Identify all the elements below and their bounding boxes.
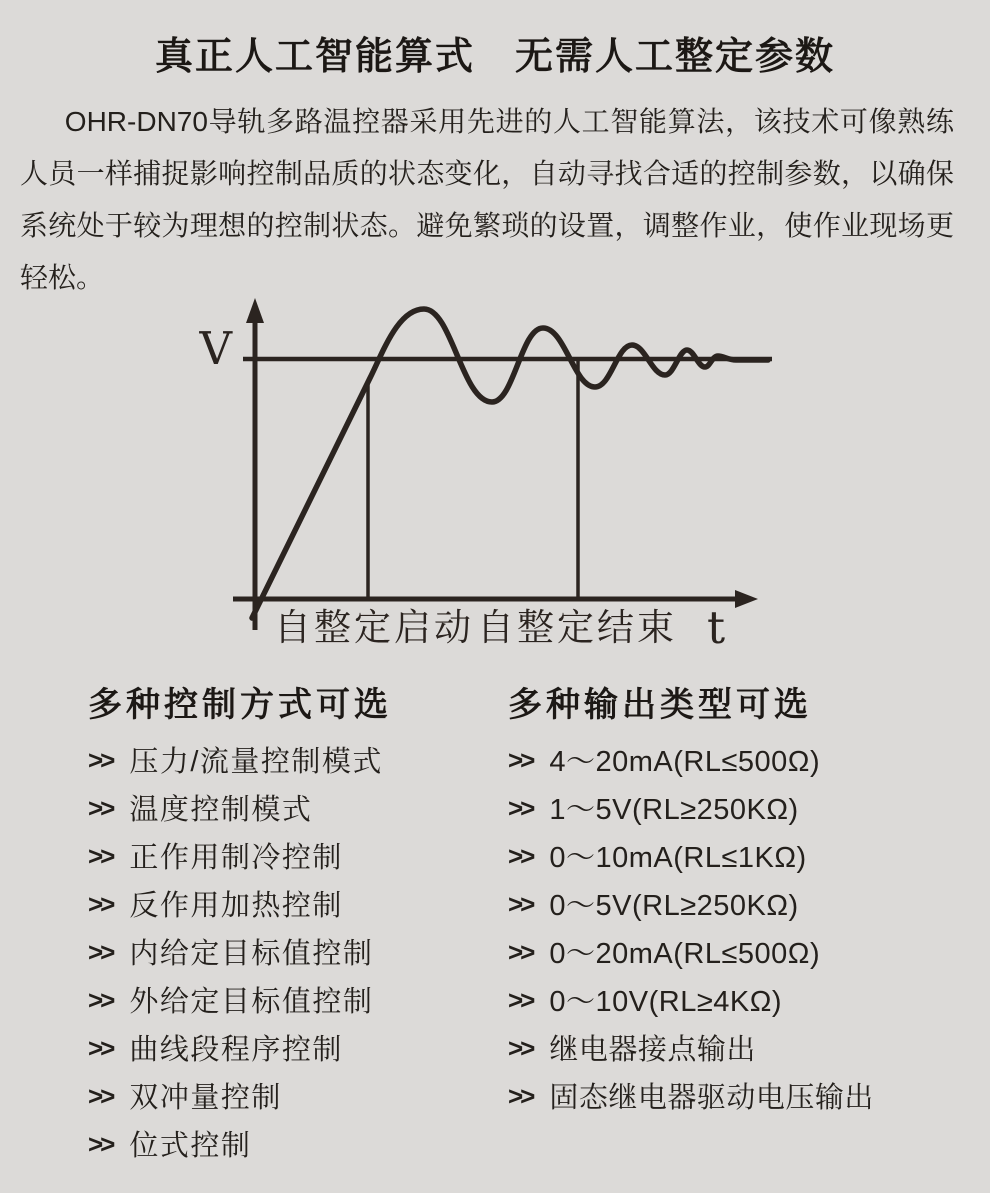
chevron-marker-icon: >> (88, 1081, 113, 1111)
list-item (508, 1026, 990, 1074)
list-item-label: 温度控制模式 (129, 794, 313, 826)
chevron-marker-icon: >> (508, 841, 533, 871)
list-item (508, 834, 990, 882)
list-item-label: 双冲量控制 (129, 1082, 282, 1114)
list-item-label: 外给定目标值控制 (129, 986, 374, 1018)
list-item-label: 正作用制冷控制 (129, 842, 343, 874)
chevron-marker-icon: >> (88, 889, 113, 919)
chevron-marker-icon: >> (508, 985, 533, 1015)
y-axis-arrow-icon (246, 298, 264, 323)
chevron-marker-icon: >> (88, 985, 113, 1015)
chevron-marker-icon: >> (88, 841, 113, 871)
list-item-label: 压力/流量控制模式 (129, 746, 383, 778)
list-item-label: 4～20mA(RL≤500Ω) (549, 746, 821, 778)
x-axis-label: t (706, 601, 726, 654)
list-item (88, 882, 508, 930)
output-types-section (508, 686, 990, 1170)
chevron-marker-icon: >> (508, 1081, 533, 1111)
list-item-label: 位式控制 (129, 1130, 252, 1162)
list-item-label: 0～5V(RL≥250KΩ) (549, 890, 799, 922)
intro-paragraph: OHR-DN70导轨多路温控器采用先进的人工智能算法，该技术可像熟练人员一样捕捉影响控制品质的状态变化，自动寻找合适的控制参数，以确保系统处于较为理想的控制状态。避免繁琐的设置，调整作业，使作业现场更轻松。 (20, 106, 954, 293)
list-item-label: 0～20mA(RL≤500Ω) (549, 938, 821, 970)
y-axis-label: V (199, 322, 232, 375)
list-item (88, 834, 508, 882)
tuning-end-label: 自整定结束 (477, 606, 677, 649)
list-item-label: 固态继电器驱动电压输出 (549, 1082, 874, 1114)
chevron-marker-icon: >> (88, 1033, 113, 1063)
chevron-marker-icon: >> (508, 793, 533, 823)
control-modes-heading: 多种控制方式可选 (88, 686, 392, 724)
x-axis-arrow-icon (735, 590, 758, 608)
list-item (508, 786, 990, 834)
list-item (88, 1122, 508, 1170)
list-item-label: 0～10mA(RL≤1KΩ) (549, 842, 807, 874)
chevron-marker-icon: >> (88, 1129, 113, 1159)
list-item (88, 978, 508, 1026)
control-modes-list (88, 738, 508, 1170)
list-item (88, 1074, 508, 1122)
list-item-label: 0～10V(RL≥4KΩ) (549, 986, 783, 1018)
control-modes-section (88, 686, 508, 1170)
page-title: 真正人工智能算式 无需人工整定参数 (154, 36, 835, 78)
list-item (88, 738, 508, 786)
list-item (508, 1074, 990, 1122)
list-item (88, 1026, 508, 1074)
chevron-marker-icon: >> (508, 745, 533, 775)
output-types-heading: 多种输出类型可选 (508, 686, 812, 724)
chevron-marker-icon: >> (88, 793, 113, 823)
chevron-marker-icon: >> (508, 1033, 533, 1063)
feature-columns (0, 686, 990, 1170)
list-item-label: 内给定目标值控制 (129, 938, 374, 970)
list-item (508, 930, 990, 978)
chevron-marker-icon: >> (88, 745, 113, 775)
self-tuning-diagram (0, 296, 990, 656)
output-types-list (508, 738, 990, 1122)
list-item (88, 930, 508, 978)
self-tuning-chart (0, 296, 990, 656)
chevron-marker-icon: >> (508, 937, 533, 967)
list-item (508, 978, 990, 1026)
list-item (508, 882, 990, 930)
list-item (508, 738, 990, 786)
chevron-marker-icon: >> (88, 937, 113, 967)
list-item-label: 曲线段程序控制 (129, 1034, 343, 1066)
tuning-start-label: 自整定启动 (274, 606, 474, 649)
list-item (88, 786, 508, 834)
response-curve (252, 309, 768, 618)
list-item-label: 继电器接点输出 (549, 1034, 756, 1066)
chevron-marker-icon: >> (508, 889, 533, 919)
list-item-label: 反作用加热控制 (129, 890, 343, 922)
list-item-label: 1～5V(RL≥250KΩ) (549, 794, 799, 826)
